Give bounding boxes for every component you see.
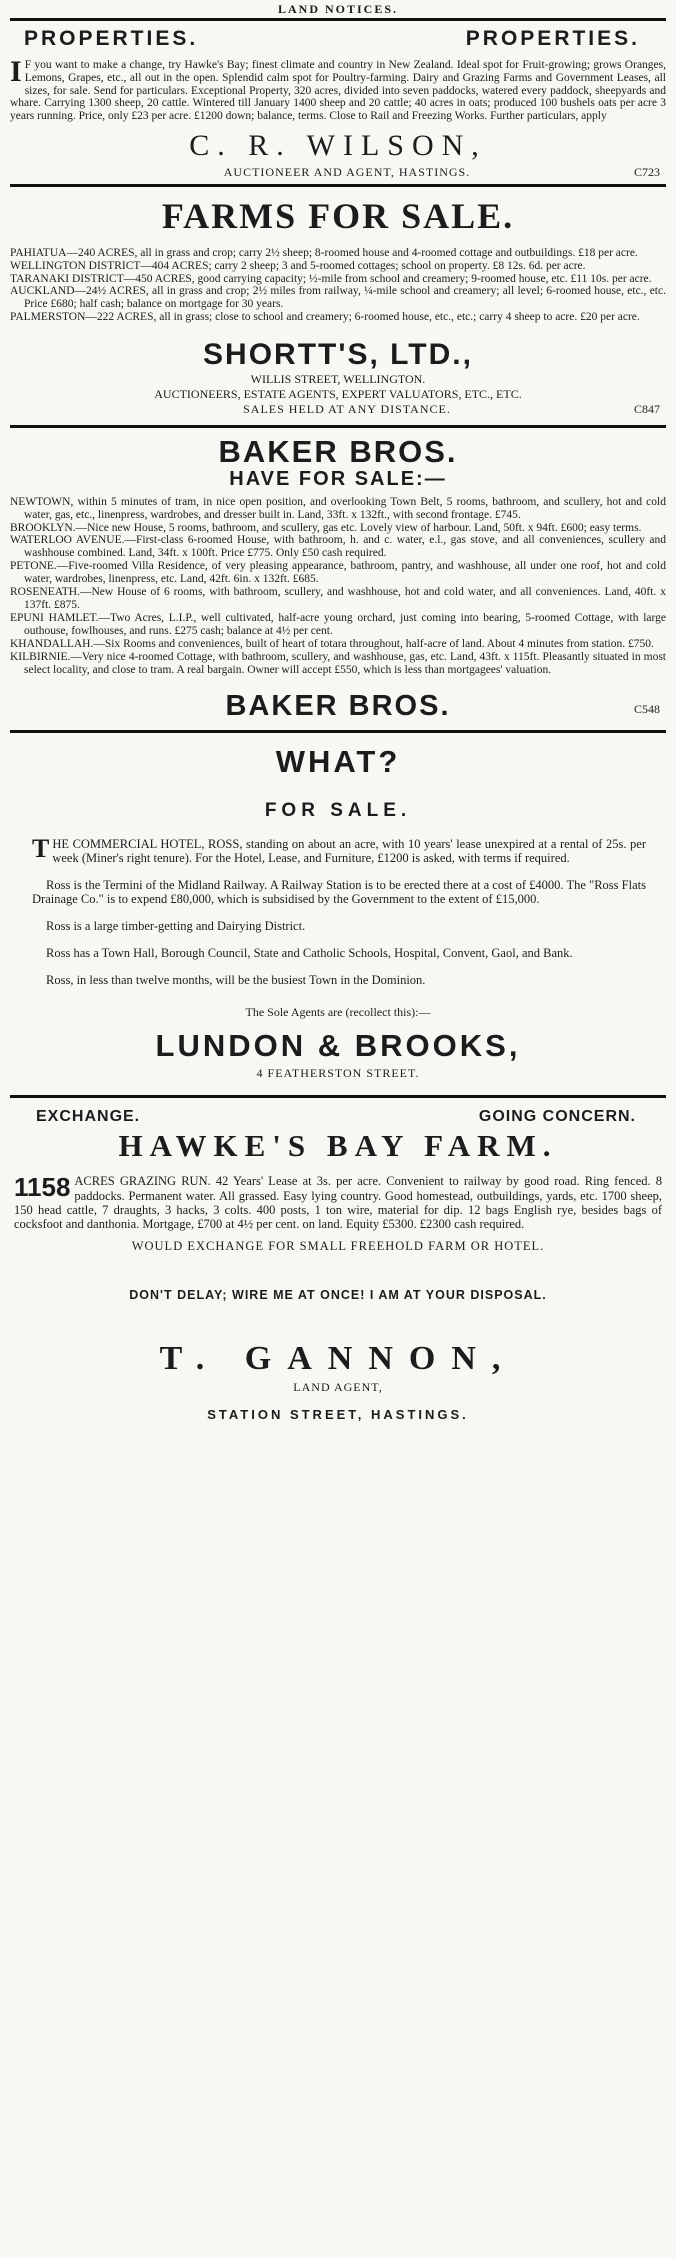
hawke-title: HAWKE'S BAY FARM. [118,1128,558,1164]
baker-footer-name: BAKER BROS. [225,690,451,723]
properties-heading-left: PROPERTIES. [24,27,199,50]
baker-entry: BROOKLYN.—Nice new House, 5 rooms, bathroom, and scullery, gas etc. Lovely view of harbour. Land, 50ft. x 94ft. £600; easy terms. [10,521,642,534]
baker-footer [10,678,666,730]
baker-list [10,494,666,679]
hawke-ad [10,1098,666,1422]
ross-paragraph: Ross has a Town Hall, Borough Council, State and Catholic Schools, Hospital, Convent, Gaol, and Bank. [46,946,573,961]
baker-entry: KILBIRNIE.—Very nice 4-roomed Cottage, with bathroom, scullery, and washhouse, gas, etc. Land, 43ft. x 115ft. Pleasantly situated in most select locality, and close to tram. A real bargain. Owner will accept £550, which is less than mortgagees' valuation. [10,650,666,676]
ross-paragraph-text: HE COMMERCIAL HOTEL, ROSS, standing on about an acre, with 10 years' lease unexpired at a rental of 25s. per week (Miner's right tenure). For the Hotel, Lease, and Furniture, £1200 is asked, with terms if required. [52,837,646,866]
baker-entry: EPUNI HAMLET.—Two Acres, L.I.P., well cultivated, half-acre young orchard, just coming into bearing, 5-roomed Cottage, with large outhouse, fowlhouses, and runs. £275 cash; balance at 4½ per cent. [10,611,666,637]
farms-company: SHORTT'S, LTD., [203,337,473,371]
hawke-left-head: EXCHANGE. [36,1108,141,1126]
ross-dropcap: T [32,834,50,864]
baker-entry: KHANDALLAH.—Six Rooms and conveniences, built of heart of totara throughout, half-acre of land. About 4 minutes from station. £750. [10,637,654,650]
ross-sole-agents: The Sole Agents are (recollect this):— [245,1005,431,1020]
ross-body [10,825,666,987]
properties-heading-right: PROPERTIES. [465,27,640,50]
farm-entry: TARANAKI DISTRICT—450 ACRES, good carrying capacity; ½-mile from school and creamery; 9-roomed house, etc. £11 10s. per acre. [10,272,652,285]
ross-street: 4 FEATHERSTON STREET. [256,1066,420,1081]
properties-ad [10,21,666,184]
hawke-dont-delay: DON'T DELAY; WIRE ME AT ONCE! I AM AT YOUR DISPOSAL. [129,1288,547,1303]
properties-body [10,55,666,123]
ross-paragraph [32,834,646,866]
hawke-right-head: GOING CONCERN. [478,1108,636,1126]
baker-entry: NEWTOWN, within 5 minutes of tram, in nice open position, and overlooking Town Belt, 5 rooms, bathroom, and scullery, hot and cold water, gas, etc., linenpress, wardrobes, and dresser built in. Land, 33ft. x 132ft., with second frontage. £745. [10,495,666,521]
properties-headings [10,21,666,51]
hawke-headings [10,1098,666,1126]
baker-code: C548 [633,702,660,717]
hawke-text: ACRES GRAZING RUN. 42 Years' Lease at 3s. per acre. Convenient to railway by good road. Ring fenced. 8 paddocks. Permanent water. All grassed. Easy lying country. Good homestead, outbuildings, yards, etc. 1700 sheep, 150 head cattle, 7 draughts, 3 hacks, 3 colts. 400 posts, 1 ton wire, material for dip. 12 bags English rye, besides bags of cocksfoot and danthonia. Mortgage, £700 at 4½ per cent. on land. Equity £5300. £2300 cash required. [14,1174,662,1232]
properties-code: C723 [633,164,660,179]
farms-ad [10,187,666,425]
farms-sales: SALES HELD AT ANY DISTANCE. [243,401,451,416]
ross-subtitle: FOR SALE. [264,800,412,822]
properties-text: F you want to make a change, try Hawke's Bay; finest climate and country in New Zealand. Ideal spot for Fruit-growing; grows Oranges, Lemons, Grapes, etc., all out in the open. Splendid calm spot for Poultry-farming. Dairy and Grazing Farms and Government Leases, all sizes, for sale. Send for particulars. Exceptional Property, 320 acres, divided into seven paddocks, watered every paddock, sheepyards and whare. Carrying 1300 sheep, 20 cattle. Wintered till January 1400 sheep and 20 cattle; 40 acres in oats; produced 100 bushels oats per acre 3 years running. Price, only £23 per acre. £1200 down; balance, terms. Close to Rail and Freezing Works. Further particulars, apply [10,59,666,123]
baker-title: BAKER BROS. [218,433,458,469]
ross-paragraph: Ross is the Termini of the Midland Railway. A Railway Station is to be erected there at a cost of £4000. The "Ross Flats Drainage Co." is to expend £80,000, which is subsidised by the Government to the extent of £15,000. [32,878,646,907]
baker-entry: ROSENEATH.—New House of 6 rooms, with bathroom, scullery, and washhouse, hot and cold water, and all conveniences. Land, 40ft. x 137ft. £875. [10,586,666,612]
farm-entry: AUCKLAND—24½ ACRES, all in grass and crop; 2½ miles from railway, ¼-mile school and creamery; all level; 6-roomed house, etc., etc. Price £680; half cash; balance on mortgage for 30 years. [10,285,666,311]
hawke-big-number: 1158 [14,1172,71,1203]
properties-dropcap: I [10,55,22,88]
hawke-agent-title: LAND AGENT, [293,1380,383,1395]
properties-agent-line [10,165,666,184]
ross-agent-name: LUNDON & BROOKS, [155,1028,521,1064]
baker-entry: WATERLOO AVENUE.—First-class 6-roomed House, with bathroom, h. and c. water, e.l., gas stove, and all conveniences, scullery and washhouse combined. Land, 34ft. x 100ft. Price £775. Only £50 cash required. [10,534,666,560]
page-header: LAND NOTICES. [277,2,399,16]
farms-list [10,243,666,330]
hawke-body [10,1164,666,1231]
farm-entry: PAHIATUA—240 ACRES, all in grass and crop; carry 2½ sheep; 8-roomed house and 4-roomed cottage and outbuildings. £18 per acre. [10,246,638,259]
properties-agent-title: AUCTIONEER AND AGENT, HASTINGS. [223,164,471,179]
baker-entry: PETONE.—Five-roomed Villa Residence, of very pleasing appearance, bathroom, pantry, and washhouse, all under one roof, hot and cold water, wardrobes, linenpress, etc. Land, 42ft. 6in. x 132ft. £685. [10,560,666,586]
properties-agent-name: C. R. WILSON, [189,128,487,162]
farms-code: C847 [633,401,660,416]
ross-ad [10,733,666,1095]
hawke-street: STATION STREET, HASTINGS. [207,1407,469,1423]
hawke-exchange-line: WOULD EXCHANGE FOR SMALL FREEHOLD FARM OR HOTEL. [131,1239,545,1254]
farms-sales-line [10,402,666,425]
farm-entry: WELLINGTON DISTRICT—404 ACRES; carry 2 sheep; 3 and 5-roomed cottages; school on property. £8 12s. 6d. per acre. [10,259,586,272]
hawke-agent-name: T. GANNON, [159,1340,517,1378]
ross-title: WHAT? [275,744,401,780]
farms-services: AUCTIONEERS, ESTATE AGENTS, EXPERT VALUATORS, ETC., ETC. [154,386,522,401]
baker-subtitle: HAVE FOR SALE:— [229,467,447,490]
farm-entry: PALMERSTON—222 ACRES, all in grass; close to school and creamery; 6-roomed house, etc., etc.; carry 4 sheep to acre. £20 per acre. [10,310,640,323]
baker-ad [10,428,666,731]
ross-paragraph: Ross is a large timber-getting and Dairying District. [46,919,306,934]
farms-address: WILLIS STREET, WELLINGTON. [250,371,426,386]
farms-title: FARMS FOR SALE. [161,195,515,236]
ross-paragraph: Ross, in less than twelve months, will be the busiest Town in the Dominion. [46,973,426,988]
